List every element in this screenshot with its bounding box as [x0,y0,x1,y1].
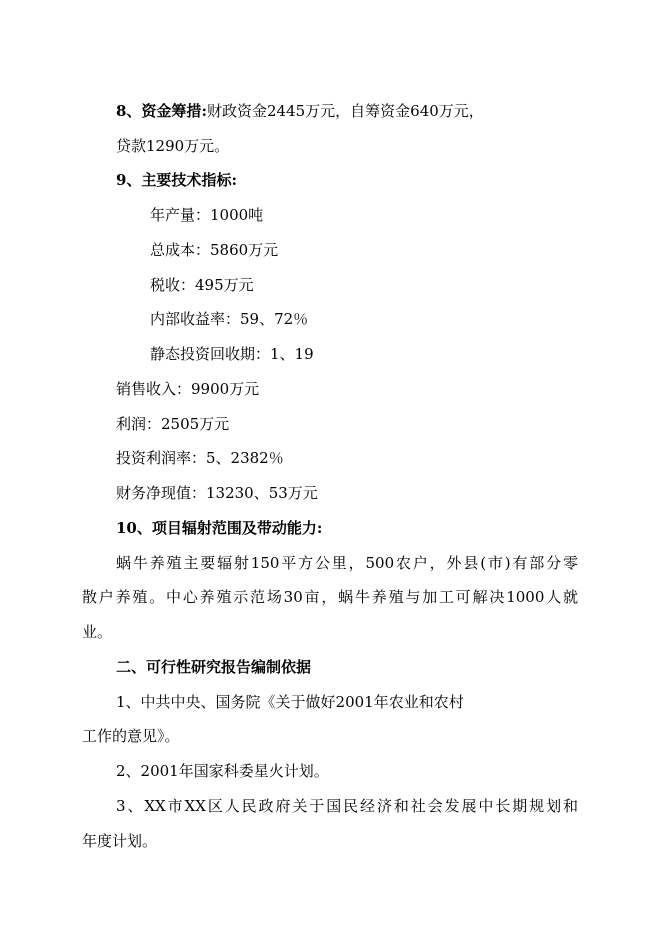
indicator-annual-output: 年产量：1000吨 [150,206,264,224]
funding-label: 8、资金筹措: [116,102,207,120]
basis-3: 3、XX市XX区人民政府关于国民经济和社会发展中长期规划和 [116,797,578,815]
indicator-total-cost: 总成本：5860万元 [150,241,279,259]
part2-heading: 二、可行性研究报告编制依据 [116,658,312,676]
basis-1-cont: 工作的意见》。 [82,727,180,745]
indicator-payback: 静态投资回收期：1、19 [150,345,314,363]
basis-2: 2、2001年国家科委星火计划。 [116,762,329,780]
basis-3-cont: 年度计划。 [82,832,158,850]
tech-indicators-heading: 9、主要技术指标: [116,171,237,189]
finance-profit: 利润：2505万元 [116,415,230,433]
finance-sales: 销售收入：9900万元 [116,380,260,398]
radiation-para-line-1: 蜗牛养殖主要辐射150平方公里，500农户，外县(市)有部分零 [116,554,578,572]
basis-1: 1、中共中央、国务院《关于做好2001年农业和农村 [116,693,464,711]
indicator-tax: 税收：495万元 [150,276,254,294]
radiation-heading: 10、项目辐射范围及带动能力: [116,519,323,537]
funding-text-cont: 贷款1290万元。 [116,137,230,155]
indicator-irr: 内部收益率：59、72％ [150,310,309,328]
finance-npv: 财务净现值：13230、53万元 [116,484,318,502]
radiation-para-line-2: 散户养殖。中心养殖示范场30亩，蜗牛养殖与加工可解决1000人就 [82,588,578,606]
radiation-para-line-3: 业。 [82,623,113,641]
finance-roi: 投资利润率：5、2382％ [116,449,284,467]
funding-text: 财政资金2445万元，自筹资金640万元， [206,102,484,120]
funding-line [116,101,484,121]
